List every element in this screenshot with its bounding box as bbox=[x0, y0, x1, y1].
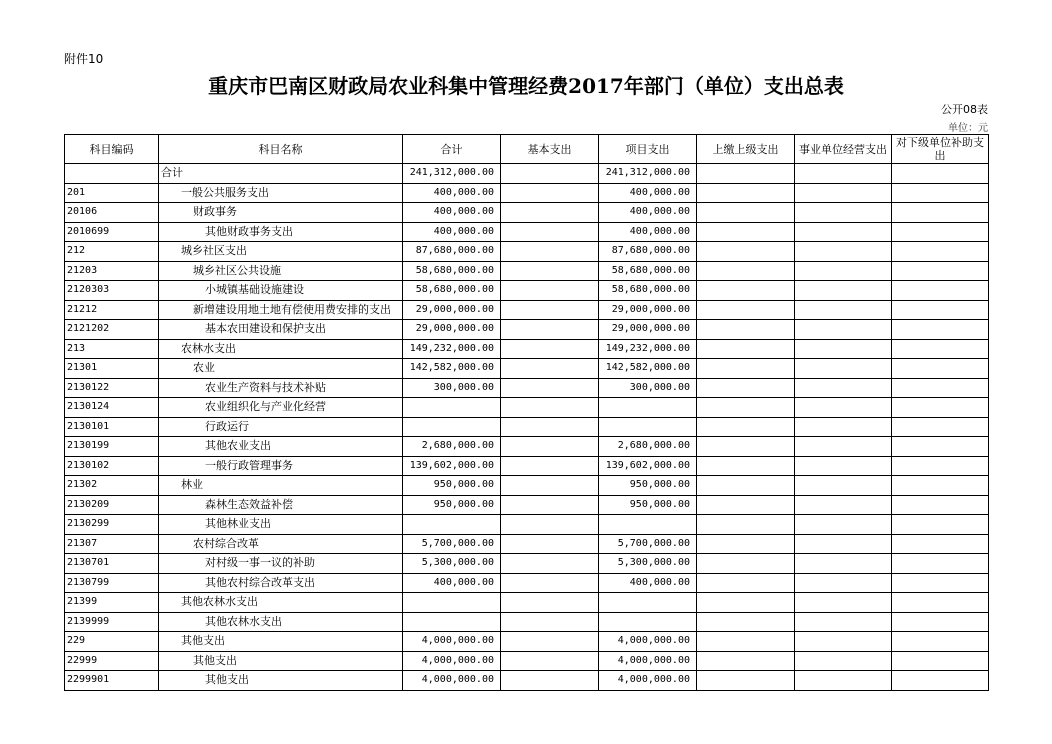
row-name: 农林水支出 bbox=[159, 339, 403, 359]
row-total: 5,700,000.00 bbox=[403, 534, 501, 554]
row-business bbox=[795, 320, 892, 340]
table-body bbox=[65, 164, 989, 691]
row-subsidy bbox=[892, 476, 989, 496]
row-basic bbox=[501, 339, 599, 359]
row-upper bbox=[697, 417, 795, 437]
row-project: 58,680,000.00 bbox=[599, 281, 697, 301]
table-row bbox=[65, 261, 989, 281]
table-row bbox=[65, 378, 989, 398]
page-title: 重庆市巴南区财政局农业科集中管理经费2017年部门（单位）支出总表 bbox=[208, 74, 844, 98]
row-upper bbox=[697, 281, 795, 301]
table-row bbox=[65, 437, 989, 457]
row-subsidy bbox=[892, 632, 989, 652]
row-code: 2130199 bbox=[65, 437, 159, 457]
row-project: 139,602,000.00 bbox=[599, 456, 697, 476]
row-subsidy bbox=[892, 398, 989, 418]
row-subsidy bbox=[892, 222, 989, 242]
row-code: 229 bbox=[65, 632, 159, 652]
header-code: 科目编码 bbox=[65, 135, 159, 164]
row-business bbox=[795, 398, 892, 418]
row-total: 400,000.00 bbox=[403, 222, 501, 242]
row-basic bbox=[501, 222, 599, 242]
row-name: 小城镇基础设施建设 bbox=[159, 281, 403, 301]
row-project: 4,000,000.00 bbox=[599, 671, 697, 691]
row-project: 87,680,000.00 bbox=[599, 242, 697, 262]
row-total bbox=[403, 398, 501, 418]
row-project bbox=[599, 398, 697, 418]
row-basic bbox=[501, 300, 599, 320]
row-business bbox=[795, 417, 892, 437]
row-business bbox=[795, 651, 892, 671]
row-name: 一般行政管理事务 bbox=[159, 456, 403, 476]
row-name: 森林生态效益补偿 bbox=[159, 495, 403, 515]
row-upper bbox=[697, 261, 795, 281]
table-row bbox=[65, 534, 989, 554]
row-total: 400,000.00 bbox=[403, 183, 501, 203]
row-subsidy bbox=[892, 203, 989, 223]
row-project: 4,000,000.00 bbox=[599, 632, 697, 652]
row-name: 其他农业支出 bbox=[159, 437, 403, 457]
row-basic bbox=[501, 476, 599, 496]
row-business bbox=[795, 476, 892, 496]
row-basic bbox=[501, 573, 599, 593]
row-total bbox=[403, 612, 501, 632]
row-code: 21302 bbox=[65, 476, 159, 496]
row-basic bbox=[501, 203, 599, 223]
row-project: 4,000,000.00 bbox=[599, 651, 697, 671]
row-name: 农业 bbox=[159, 359, 403, 379]
row-code: 2010699 bbox=[65, 222, 159, 242]
row-upper bbox=[697, 554, 795, 574]
row-code: 2130299 bbox=[65, 515, 159, 535]
table-row bbox=[65, 417, 989, 437]
row-project: 29,000,000.00 bbox=[599, 300, 697, 320]
row-project: 400,000.00 bbox=[599, 573, 697, 593]
row-subsidy bbox=[892, 573, 989, 593]
row-total: 58,680,000.00 bbox=[403, 281, 501, 301]
row-business bbox=[795, 554, 892, 574]
row-basic bbox=[501, 378, 599, 398]
row-basic bbox=[501, 398, 599, 418]
row-business bbox=[795, 339, 892, 359]
row-basic bbox=[501, 534, 599, 554]
row-code: 21203 bbox=[65, 261, 159, 281]
row-project: 5,700,000.00 bbox=[599, 534, 697, 554]
header-subsidy: 对下级单位补助支出 bbox=[892, 135, 989, 164]
row-project: 58,680,000.00 bbox=[599, 261, 697, 281]
table-row bbox=[65, 495, 989, 515]
row-basic bbox=[501, 359, 599, 379]
row-project: 149,232,000.00 bbox=[599, 339, 697, 359]
row-basic bbox=[501, 612, 599, 632]
table-row bbox=[65, 339, 989, 359]
table-row bbox=[65, 651, 989, 671]
row-basic bbox=[501, 495, 599, 515]
header-basic: 基本支出 bbox=[501, 135, 599, 164]
row-name: 农业生产资料与技术补贴 bbox=[159, 378, 403, 398]
row-upper bbox=[697, 203, 795, 223]
row-subsidy bbox=[892, 339, 989, 359]
row-subsidy bbox=[892, 612, 989, 632]
row-upper bbox=[697, 222, 795, 242]
row-business bbox=[795, 495, 892, 515]
row-upper bbox=[697, 398, 795, 418]
row-basic bbox=[501, 183, 599, 203]
row-name: 其他林业支出 bbox=[159, 515, 403, 535]
row-project bbox=[599, 612, 697, 632]
row-code: 21301 bbox=[65, 359, 159, 379]
row-code: 2299901 bbox=[65, 671, 159, 691]
row-total: 149,232,000.00 bbox=[403, 339, 501, 359]
row-upper bbox=[697, 359, 795, 379]
table-row bbox=[65, 515, 989, 535]
row-subsidy bbox=[892, 281, 989, 301]
row-business bbox=[795, 242, 892, 262]
row-name: 其他财政事务支出 bbox=[159, 222, 403, 242]
table-row bbox=[65, 456, 989, 476]
row-name: 城乡社区支出 bbox=[159, 242, 403, 262]
row-code: 21212 bbox=[65, 300, 159, 320]
row-total: 142,582,000.00 bbox=[403, 359, 501, 379]
row-business bbox=[795, 456, 892, 476]
row-subsidy bbox=[892, 242, 989, 262]
row-total: 241,312,000.00 bbox=[403, 164, 501, 184]
row-subsidy bbox=[892, 261, 989, 281]
row-name: 基本农田建设和保护支出 bbox=[159, 320, 403, 340]
row-business bbox=[795, 164, 892, 184]
row-code: 2130124 bbox=[65, 398, 159, 418]
row-business bbox=[795, 183, 892, 203]
header-total: 合计 bbox=[403, 135, 501, 164]
row-basic bbox=[501, 242, 599, 262]
row-upper bbox=[697, 515, 795, 535]
row-subsidy bbox=[892, 359, 989, 379]
row-name: 一般公共服务支出 bbox=[159, 183, 403, 203]
row-name: 其他农林水支出 bbox=[159, 612, 403, 632]
table-row bbox=[65, 593, 989, 613]
row-total: 4,000,000.00 bbox=[403, 632, 501, 652]
row-code bbox=[65, 164, 159, 184]
row-total: 950,000.00 bbox=[403, 476, 501, 496]
row-code: 2139999 bbox=[65, 612, 159, 632]
row-total: 4,000,000.00 bbox=[403, 671, 501, 691]
table-row bbox=[65, 398, 989, 418]
row-name: 行政运行 bbox=[159, 417, 403, 437]
row-upper bbox=[697, 495, 795, 515]
table-row bbox=[65, 320, 989, 340]
row-basic bbox=[501, 437, 599, 457]
row-upper bbox=[697, 476, 795, 496]
row-total: 29,000,000.00 bbox=[403, 300, 501, 320]
row-upper bbox=[697, 593, 795, 613]
row-total bbox=[403, 515, 501, 535]
row-code: 213 bbox=[65, 339, 159, 359]
row-code: 20106 bbox=[65, 203, 159, 223]
expenditure-table bbox=[64, 134, 989, 691]
row-business bbox=[795, 534, 892, 554]
row-subsidy bbox=[892, 417, 989, 437]
row-basic bbox=[501, 651, 599, 671]
row-total: 5,300,000.00 bbox=[403, 554, 501, 574]
header-name: 科目名称 bbox=[159, 135, 403, 164]
row-name: 其他支出 bbox=[159, 632, 403, 652]
row-project: 241,312,000.00 bbox=[599, 164, 697, 184]
row-total: 139,602,000.00 bbox=[403, 456, 501, 476]
row-code: 201 bbox=[65, 183, 159, 203]
row-business bbox=[795, 671, 892, 691]
row-upper bbox=[697, 339, 795, 359]
row-upper bbox=[697, 437, 795, 457]
row-subsidy bbox=[892, 534, 989, 554]
row-basic bbox=[501, 632, 599, 652]
table-row bbox=[65, 632, 989, 652]
table-row bbox=[65, 554, 989, 574]
attachment-label: 附件10 bbox=[64, 52, 104, 66]
row-project: 5,300,000.00 bbox=[599, 554, 697, 574]
table-row bbox=[65, 359, 989, 379]
table-row bbox=[65, 476, 989, 496]
row-code: 2130209 bbox=[65, 495, 159, 515]
row-basic bbox=[501, 261, 599, 281]
row-project bbox=[599, 515, 697, 535]
unit-label: 单位：元 bbox=[948, 123, 988, 134]
row-total: 2,680,000.00 bbox=[403, 437, 501, 457]
row-upper bbox=[697, 573, 795, 593]
row-project bbox=[599, 417, 697, 437]
row-project: 950,000.00 bbox=[599, 476, 697, 496]
row-code: 2120303 bbox=[65, 281, 159, 301]
row-business bbox=[795, 203, 892, 223]
row-total: 4,000,000.00 bbox=[403, 651, 501, 671]
row-basic bbox=[501, 320, 599, 340]
row-subsidy bbox=[892, 378, 989, 398]
row-code: 2130102 bbox=[65, 456, 159, 476]
row-upper bbox=[697, 651, 795, 671]
row-subsidy bbox=[892, 183, 989, 203]
row-business bbox=[795, 378, 892, 398]
row-total: 400,000.00 bbox=[403, 573, 501, 593]
row-business bbox=[795, 437, 892, 457]
row-project: 300,000.00 bbox=[599, 378, 697, 398]
header-upper: 上缴上级支出 bbox=[697, 135, 795, 164]
row-name: 其他农村综合改革支出 bbox=[159, 573, 403, 593]
row-subsidy bbox=[892, 671, 989, 691]
row-total bbox=[403, 593, 501, 613]
row-business bbox=[795, 632, 892, 652]
row-upper bbox=[697, 378, 795, 398]
table-row bbox=[65, 183, 989, 203]
row-project: 400,000.00 bbox=[599, 203, 697, 223]
row-name: 农村综合改革 bbox=[159, 534, 403, 554]
table-header-row bbox=[65, 135, 989, 164]
row-basic bbox=[501, 554, 599, 574]
row-total: 58,680,000.00 bbox=[403, 261, 501, 281]
row-upper bbox=[697, 320, 795, 340]
row-business bbox=[795, 593, 892, 613]
row-basic bbox=[501, 281, 599, 301]
row-total: 950,000.00 bbox=[403, 495, 501, 515]
row-total: 300,000.00 bbox=[403, 378, 501, 398]
row-business bbox=[795, 300, 892, 320]
row-total: 29,000,000.00 bbox=[403, 320, 501, 340]
row-business bbox=[795, 359, 892, 379]
form-code: 公开08表 bbox=[941, 103, 988, 116]
row-business bbox=[795, 573, 892, 593]
row-total: 400,000.00 bbox=[403, 203, 501, 223]
row-business bbox=[795, 281, 892, 301]
row-name: 其他支出 bbox=[159, 651, 403, 671]
table-row bbox=[65, 612, 989, 632]
row-code: 2130799 bbox=[65, 573, 159, 593]
row-basic bbox=[501, 671, 599, 691]
row-basic bbox=[501, 456, 599, 476]
row-name: 财政事务 bbox=[159, 203, 403, 223]
row-subsidy bbox=[892, 651, 989, 671]
row-code: 2130122 bbox=[65, 378, 159, 398]
row-project bbox=[599, 593, 697, 613]
row-basic bbox=[501, 164, 599, 184]
header-project: 项目支出 bbox=[599, 135, 697, 164]
row-name: 农业组织化与产业化经营 bbox=[159, 398, 403, 418]
row-name: 林业 bbox=[159, 476, 403, 496]
row-subsidy bbox=[892, 456, 989, 476]
row-project: 400,000.00 bbox=[599, 183, 697, 203]
row-project: 400,000.00 bbox=[599, 222, 697, 242]
row-subsidy bbox=[892, 437, 989, 457]
row-upper bbox=[697, 534, 795, 554]
row-subsidy bbox=[892, 320, 989, 340]
row-name: 其他支出 bbox=[159, 671, 403, 691]
row-total bbox=[403, 417, 501, 437]
row-upper bbox=[697, 164, 795, 184]
row-code: 21399 bbox=[65, 593, 159, 613]
row-code: 22999 bbox=[65, 651, 159, 671]
row-name: 对村级一事一议的补助 bbox=[159, 554, 403, 574]
row-code: 2121202 bbox=[65, 320, 159, 340]
table-row bbox=[65, 300, 989, 320]
table-row bbox=[65, 281, 989, 301]
row-project: 2,680,000.00 bbox=[599, 437, 697, 457]
row-upper bbox=[697, 612, 795, 632]
row-upper bbox=[697, 456, 795, 476]
row-business bbox=[795, 612, 892, 632]
table-row bbox=[65, 573, 989, 593]
row-name: 其他农林水支出 bbox=[159, 593, 403, 613]
row-upper bbox=[697, 242, 795, 262]
row-project: 950,000.00 bbox=[599, 495, 697, 515]
row-basic bbox=[501, 417, 599, 437]
row-upper bbox=[697, 632, 795, 652]
row-subsidy bbox=[892, 164, 989, 184]
row-project: 29,000,000.00 bbox=[599, 320, 697, 340]
row-code: 2130701 bbox=[65, 554, 159, 574]
table-row bbox=[65, 222, 989, 242]
row-business bbox=[795, 261, 892, 281]
header-business: 事业单位经营支出 bbox=[795, 135, 892, 164]
row-subsidy bbox=[892, 593, 989, 613]
row-project: 142,582,000.00 bbox=[599, 359, 697, 379]
row-code: 212 bbox=[65, 242, 159, 262]
table-row bbox=[65, 242, 989, 262]
row-name: 新增建设用地土地有偿使用费安排的支出 bbox=[159, 300, 403, 320]
row-upper bbox=[697, 300, 795, 320]
row-name: 合计 bbox=[159, 164, 403, 184]
row-total: 87,680,000.00 bbox=[403, 242, 501, 262]
row-code: 21307 bbox=[65, 534, 159, 554]
row-name: 城乡社区公共设施 bbox=[159, 261, 403, 281]
row-upper bbox=[697, 183, 795, 203]
row-subsidy bbox=[892, 554, 989, 574]
table-row bbox=[65, 671, 989, 691]
table-row bbox=[65, 164, 989, 184]
row-business bbox=[795, 222, 892, 242]
row-basic bbox=[501, 593, 599, 613]
row-basic bbox=[501, 515, 599, 535]
row-code: 2130101 bbox=[65, 417, 159, 437]
row-subsidy bbox=[892, 495, 989, 515]
table-row bbox=[65, 203, 989, 223]
row-upper bbox=[697, 671, 795, 691]
row-business bbox=[795, 515, 892, 535]
row-subsidy bbox=[892, 300, 989, 320]
row-subsidy bbox=[892, 515, 989, 535]
